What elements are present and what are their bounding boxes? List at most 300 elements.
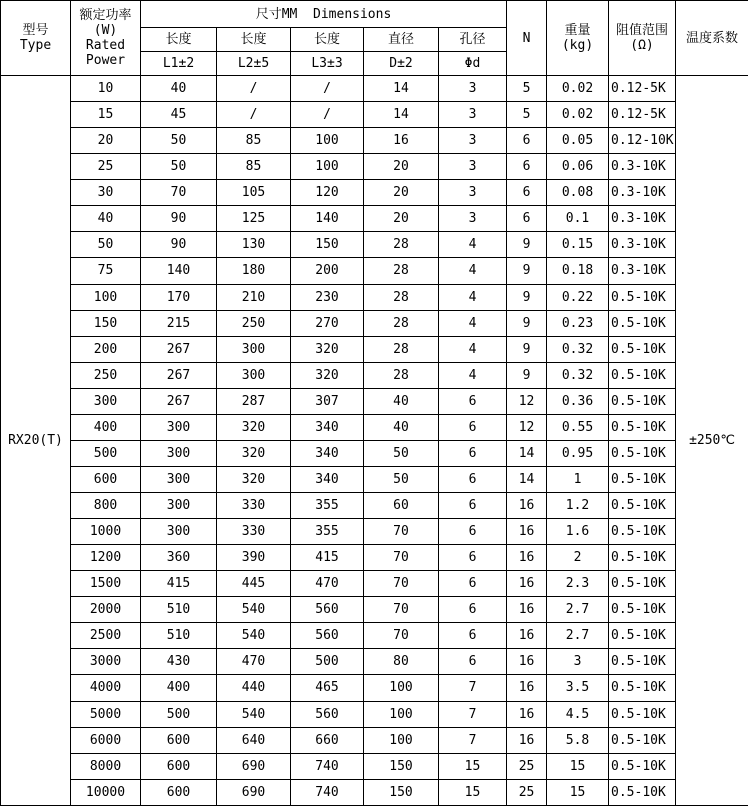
table-cell: 415 (141, 571, 217, 597)
table-cell: 0.5-10K (609, 336, 676, 362)
header-dimensions: 尺寸MM Dimensions (141, 1, 507, 28)
table-cell: 0.5-10K (609, 362, 676, 388)
table-cell: 267 (141, 388, 217, 414)
table-cell: 120 (291, 180, 364, 206)
table-cell: 320 (217, 414, 291, 440)
table-row (1, 414, 748, 440)
table-row (1, 76, 748, 102)
table-cell: 0.02 (547, 102, 609, 128)
table-cell: 600 (141, 779, 217, 805)
table-cell: 320 (217, 440, 291, 466)
table-cell: 0.95 (547, 440, 609, 466)
header-l1-cn: 长度 (141, 28, 217, 52)
table-cell: 0.12-10K (609, 128, 676, 154)
table-cell: 267 (141, 336, 217, 362)
table-cell: 340 (291, 414, 364, 440)
table-row (1, 310, 748, 336)
table-cell: 3 (439, 206, 507, 232)
table-cell: 9 (507, 232, 547, 258)
table-cell: 0.18 (547, 258, 609, 284)
table-row (1, 623, 748, 649)
table-cell: 16 (364, 128, 439, 154)
table-cell: 7 (439, 701, 507, 727)
header-power (71, 1, 141, 76)
table-cell: 3000 (71, 649, 141, 675)
table-cell: 6 (439, 493, 507, 519)
header-power-unit: (W) (93, 23, 118, 38)
table-cell: 5000 (71, 701, 141, 727)
table-cell: 16 (507, 649, 547, 675)
table-cell: 250 (217, 310, 291, 336)
table-cell: 445 (217, 571, 291, 597)
table-cell: / (217, 102, 291, 128)
table-cell: 4 (439, 362, 507, 388)
table-cell: 0.5-10K (609, 388, 676, 414)
table-row (1, 493, 748, 519)
header-weight-cn: 重量 (564, 23, 591, 38)
table-cell: 0.05 (547, 128, 609, 154)
table-cell: 6 (439, 597, 507, 623)
table-cell: 28 (364, 310, 439, 336)
table-cell: 510 (141, 597, 217, 623)
table-cell: 60 (364, 493, 439, 519)
header-d-cn: 直径 (364, 28, 439, 52)
table-cell: 0.5-10K (609, 779, 676, 805)
table-cell: 75 (71, 258, 141, 284)
table-cell: 28 (364, 258, 439, 284)
table-cell: 6 (507, 128, 547, 154)
table-cell: 4000 (71, 675, 141, 701)
table-row (1, 727, 748, 753)
table-cell: 0.15 (547, 232, 609, 258)
table-cell: 10000 (71, 779, 141, 805)
table-cell: 0.5-10K (609, 597, 676, 623)
table-cell: 85 (217, 154, 291, 180)
table-cell: 0.5-10K (609, 545, 676, 571)
table-cell: 4 (439, 310, 507, 336)
table-cell: 90 (141, 206, 217, 232)
table-cell: 6000 (71, 727, 141, 753)
table-cell: 300 (141, 493, 217, 519)
table-cell: 25 (507, 753, 547, 779)
table-cell: 6 (439, 519, 507, 545)
table-cell: 300 (141, 414, 217, 440)
table-cell: 465 (291, 675, 364, 701)
table-cell: 80 (364, 649, 439, 675)
table-cell: 6 (439, 571, 507, 597)
table-row (1, 701, 748, 727)
table-cell: 20 (71, 128, 141, 154)
table-cell: 16 (507, 727, 547, 753)
table-cell: / (217, 76, 291, 102)
table-row (1, 336, 748, 362)
table-cell: 2.7 (547, 597, 609, 623)
table-cell: 0.3-10K (609, 232, 676, 258)
table-cell: 320 (217, 466, 291, 492)
table-cell: 500 (291, 649, 364, 675)
table-cell: 267 (141, 362, 217, 388)
header-weight (547, 1, 609, 76)
table-cell: 30 (71, 180, 141, 206)
table-cell: 0.5-10K (609, 675, 676, 701)
table-cell: 0.32 (547, 336, 609, 362)
table-cell: 16 (507, 571, 547, 597)
table-cell: 500 (141, 701, 217, 727)
table-cell: 3 (439, 128, 507, 154)
table-cell: 90 (141, 232, 217, 258)
table-cell: 5 (507, 76, 547, 102)
table-cell: 320 (291, 362, 364, 388)
table-cell: 3 (439, 180, 507, 206)
table-cell: 0.5-10K (609, 466, 676, 492)
table-cell: 16 (507, 623, 547, 649)
table-cell: 25 (507, 779, 547, 805)
table-cell: 2000 (71, 597, 141, 623)
table-cell: 0.12-5K (609, 102, 676, 128)
table-cell: 2500 (71, 623, 141, 649)
table-cell: 0.55 (547, 414, 609, 440)
table-cell: 340 (291, 466, 364, 492)
table-cell: 210 (217, 284, 291, 310)
table-cell: 40 (71, 206, 141, 232)
table-cell: 28 (364, 232, 439, 258)
table-cell: 6 (507, 180, 547, 206)
table-cell: 0.22 (547, 284, 609, 310)
table-cell: 300 (141, 440, 217, 466)
table-cell: 390 (217, 545, 291, 571)
table-cell: 125 (217, 206, 291, 232)
table-cell: 5.8 (547, 727, 609, 753)
table-cell: 0.1 (547, 206, 609, 232)
table-cell: 0.02 (547, 76, 609, 102)
table-cell: 600 (71, 466, 141, 492)
table-cell: 9 (507, 362, 547, 388)
table-row (1, 675, 748, 701)
table-cell: 0.5-10K (609, 440, 676, 466)
table-cell: 1 (547, 466, 609, 492)
table-cell: 4 (439, 258, 507, 284)
table-cell: 0.5-10K (609, 284, 676, 310)
table-cell: 0.3-10K (609, 206, 676, 232)
table-cell: 740 (291, 753, 364, 779)
table-cell: 15 (547, 779, 609, 805)
table-cell: 50 (141, 154, 217, 180)
table-cell: 740 (291, 779, 364, 805)
table-cell: 40 (364, 414, 439, 440)
table-cell: 100 (291, 154, 364, 180)
table-cell: 7 (439, 675, 507, 701)
table-cell: 1200 (71, 545, 141, 571)
table-cell: 560 (291, 623, 364, 649)
table-row (1, 571, 748, 597)
table-cell: 1500 (71, 571, 141, 597)
table-cell: 100 (364, 675, 439, 701)
table-cell: 287 (217, 388, 291, 414)
table-cell: 400 (141, 675, 217, 701)
table-cell: 3 (439, 76, 507, 102)
table-row (1, 545, 748, 571)
table-cell: 2 (547, 545, 609, 571)
table-cell: 0.08 (547, 180, 609, 206)
table-cell: 16 (507, 545, 547, 571)
table-cell: 415 (291, 545, 364, 571)
table-cell: 1.2 (547, 493, 609, 519)
table-cell: 470 (291, 571, 364, 597)
table-cell: 540 (217, 701, 291, 727)
header-l1-en: L1±2 (141, 52, 217, 76)
header-range-unit: (Ω) (630, 38, 654, 53)
table-cell: 150 (364, 753, 439, 779)
table-cell: 540 (217, 597, 291, 623)
header-power-en1: Rated (85, 38, 126, 53)
table-cell: 400 (71, 414, 141, 440)
table-cell: 330 (217, 519, 291, 545)
table-cell: 6 (439, 466, 507, 492)
table-cell: 5 (507, 102, 547, 128)
table-cell: 16 (507, 701, 547, 727)
header-l3-cn: 长度 (291, 28, 364, 52)
table-cell: 800 (71, 493, 141, 519)
table-cell: 0.5-10K (609, 310, 676, 336)
table-cell: 215 (141, 310, 217, 336)
table-cell: 0.5-10K (609, 753, 676, 779)
table-cell: 8000 (71, 753, 141, 779)
table-cell: 0.5-10K (609, 519, 676, 545)
header-type-en: Type (19, 38, 52, 53)
table-cell: 300 (141, 466, 217, 492)
table-row (1, 779, 748, 805)
table-cell: 28 (364, 336, 439, 362)
table-cell: 14 (507, 466, 547, 492)
table-cell: 440 (217, 675, 291, 701)
table-cell: 14 (507, 440, 547, 466)
table-cell: 6 (439, 440, 507, 466)
table-cell: 690 (217, 779, 291, 805)
table-row (1, 154, 748, 180)
table-cell: 20 (364, 180, 439, 206)
table-cell: 25 (71, 154, 141, 180)
table-cell: 0.5-10K (609, 493, 676, 519)
table-cell: 140 (291, 206, 364, 232)
table-cell: 70 (364, 545, 439, 571)
table-cell: 230 (291, 284, 364, 310)
table-cell: 6 (507, 154, 547, 180)
table-cell: 4 (439, 336, 507, 362)
table-row (1, 388, 748, 414)
header-power-en2: Power (85, 53, 126, 68)
model-cell: RX20(T) (1, 76, 71, 806)
table-cell: 70 (364, 623, 439, 649)
table-cell: 355 (291, 493, 364, 519)
table-cell: 3 (547, 649, 609, 675)
table-cell: 430 (141, 649, 217, 675)
table-cell: 45 (141, 102, 217, 128)
table-cell: 300 (217, 336, 291, 362)
table-cell: 4 (439, 232, 507, 258)
table-cell: 0.3-10K (609, 258, 676, 284)
header-l2-en: L2±5 (217, 52, 291, 76)
table-cell: 4 (439, 284, 507, 310)
table-row (1, 232, 748, 258)
header-resistance-range (609, 1, 676, 76)
table-cell: 355 (291, 519, 364, 545)
table-cell: 200 (291, 258, 364, 284)
table-cell: 500 (71, 440, 141, 466)
table-cell: 660 (291, 727, 364, 753)
table-cell: 85 (217, 128, 291, 154)
table-cell: 70 (364, 597, 439, 623)
table-cell: 2.7 (547, 623, 609, 649)
table-cell: 180 (217, 258, 291, 284)
table-cell: 2.3 (547, 571, 609, 597)
table-cell: 15 (439, 779, 507, 805)
table-row (1, 649, 748, 675)
table-cell: 10 (71, 76, 141, 102)
table-cell: 0.36 (547, 388, 609, 414)
table-row (1, 597, 748, 623)
table-cell: 100 (364, 727, 439, 753)
table-cell: 28 (364, 284, 439, 310)
table-cell: 600 (141, 727, 217, 753)
table-cell: 330 (217, 493, 291, 519)
header-weight-unit: (kg) (561, 38, 594, 53)
table-cell: 340 (291, 440, 364, 466)
table-cell: 200 (71, 336, 141, 362)
table-cell: 0.5-10K (609, 701, 676, 727)
table-cell: 6 (439, 623, 507, 649)
table-cell: 6 (507, 206, 547, 232)
table-cell: 14 (364, 102, 439, 128)
table-cell: 0.5-10K (609, 414, 676, 440)
table-cell: 40 (141, 76, 217, 102)
table-cell: 12 (507, 414, 547, 440)
header-temp-coefficient: 温度系数 (676, 1, 748, 76)
table-row (1, 440, 748, 466)
table-cell: 300 (141, 519, 217, 545)
table-cell: 360 (141, 545, 217, 571)
table-cell: 3 (439, 102, 507, 128)
table-row (1, 258, 748, 284)
header-type (1, 1, 71, 76)
table-cell: 0.12-5K (609, 76, 676, 102)
header-power-cn: 额定功率 (79, 8, 132, 23)
table-cell: 300 (217, 362, 291, 388)
table-cell: 1000 (71, 519, 141, 545)
table-row (1, 362, 748, 388)
table-cell: 16 (507, 675, 547, 701)
table-cell: 320 (291, 336, 364, 362)
table-row (1, 284, 748, 310)
table-cell: 70 (364, 519, 439, 545)
table-cell: 0.5-10K (609, 727, 676, 753)
table-cell: 140 (141, 258, 217, 284)
table-cell: 0.32 (547, 362, 609, 388)
table-cell: / (291, 102, 364, 128)
table-cell: 0.23 (547, 310, 609, 336)
table-cell: 6 (439, 414, 507, 440)
table-cell: 100 (364, 701, 439, 727)
table-cell: 6 (439, 649, 507, 675)
table-cell: 100 (291, 128, 364, 154)
table-cell: 20 (364, 154, 439, 180)
table-cell: 40 (364, 388, 439, 414)
table-row (1, 102, 748, 128)
table-cell: 0.3-10K (609, 154, 676, 180)
table-cell: 3 (439, 154, 507, 180)
header-l2-cn: 长度 (217, 28, 291, 52)
table-cell: / (291, 76, 364, 102)
table-cell: 105 (217, 180, 291, 206)
header-d-en: D±2 (364, 52, 439, 76)
table-row (1, 128, 748, 154)
header-hole-cn: 孔径 (439, 28, 507, 52)
table-row (1, 206, 748, 232)
table-cell: 50 (141, 128, 217, 154)
header-type-cn: 型号 (22, 23, 49, 38)
table-cell: 560 (291, 597, 364, 623)
table-cell: 9 (507, 336, 547, 362)
table-cell: 600 (141, 753, 217, 779)
table-cell: 510 (141, 623, 217, 649)
table-cell: 300 (71, 388, 141, 414)
table-row (1, 753, 748, 779)
table-cell: 0.3-10K (609, 180, 676, 206)
header-hole-en: Φd (439, 52, 507, 76)
table-cell: 540 (217, 623, 291, 649)
table-cell: 16 (507, 597, 547, 623)
table-cell: 0.5-10K (609, 571, 676, 597)
header-range-cn: 阻值范围 (616, 23, 669, 38)
table-cell: 12 (507, 388, 547, 414)
table-cell: 70 (364, 571, 439, 597)
table-cell: 50 (364, 440, 439, 466)
table-cell: 6 (439, 388, 507, 414)
table-cell: 50 (364, 466, 439, 492)
header-l3-en: L3±3 (291, 52, 364, 76)
table-cell: 560 (291, 701, 364, 727)
table-cell: 270 (291, 310, 364, 336)
header-n: N (507, 1, 547, 76)
table-cell: 9 (507, 258, 547, 284)
table-row (1, 180, 748, 206)
table-cell: 28 (364, 362, 439, 388)
table-cell: 4.5 (547, 701, 609, 727)
table-cell: 0.5-10K (609, 649, 676, 675)
table-cell: 16 (507, 519, 547, 545)
table-cell: 14 (364, 76, 439, 102)
table-cell: 6 (439, 545, 507, 571)
table-cell: 15 (547, 753, 609, 779)
table-cell: 640 (217, 727, 291, 753)
table-cell: 15 (71, 102, 141, 128)
table-cell: 690 (217, 753, 291, 779)
table-cell: 50 (71, 232, 141, 258)
table-cell: 150 (364, 779, 439, 805)
table-cell: 9 (507, 284, 547, 310)
table-cell: 15 (439, 753, 507, 779)
table-cell: 9 (507, 310, 547, 336)
table-cell: 170 (141, 284, 217, 310)
table-cell: 1.6 (547, 519, 609, 545)
table-cell: 470 (217, 649, 291, 675)
table-cell: 16 (507, 493, 547, 519)
table-row (1, 466, 748, 492)
table-body (1, 76, 748, 806)
table-cell: 150 (291, 232, 364, 258)
table-row (1, 519, 748, 545)
table-cell: 20 (364, 206, 439, 232)
table-cell: 307 (291, 388, 364, 414)
